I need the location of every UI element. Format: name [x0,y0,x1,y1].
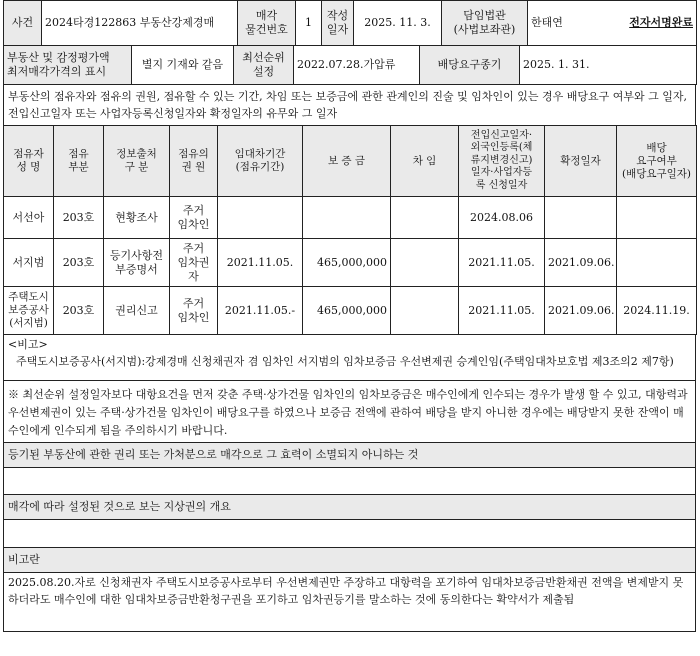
table-cell: 주거 임차권 자 [170,239,218,287]
rights-title: 등기된 부동산에 관한 권리 또는 가처분으로 매각으로 그 효력이 소멸되지 아니하는 것 [3,443,696,468]
created-label: 작성 일자 [322,1,354,46]
table-cell [545,197,617,239]
table-cell: 2024.08.06 [459,197,545,239]
item-no-label: 매각 물건번호 [238,1,296,46]
table-cell: 등기사항전 부증명서 [104,239,170,287]
table-cell: 권리신고 [104,287,170,335]
case-value: 2024타경122863 부동산강제경매 [42,1,238,46]
table-cell: 465,000,000 [303,239,391,287]
deadline-value: 2025. 1. 31. [520,46,697,85]
table-cell: 2021.09.06. [545,287,617,335]
table-row [4,239,697,287]
table-cell: 2021.09.06. [545,239,617,287]
col-header: 점유의 권 원 [170,126,218,197]
table-cell: 주거 임차인 [170,287,218,335]
table-row [4,287,697,335]
judge-name: 한태연 [531,16,563,29]
table-cell: 서선아 [4,197,54,239]
appraisal-value: 별지 기재와 같음 [132,46,234,85]
judge-label: 담임법관 (사법보좌관) [442,1,528,46]
deadline-label: 배당요구종기 [420,46,520,85]
priority-label: 최선순위 설정 [234,46,294,85]
table-cell: 203호 [54,239,104,287]
notes-title: 비고란 [3,548,696,573]
table-cell: 주택도시 보증공사 (서지범) [4,287,54,335]
rights-value [3,468,696,495]
case-label: 사건 [4,1,42,46]
remarks-section [3,335,696,381]
document [3,0,696,632]
col-header: 전입신고일자· 외국인등록(체 류지변경신고) 일자·사업자등 록 신청일자 [459,126,545,197]
appraisal-label: 부동산 및 감정평가액 최저매각가격의 표시 [4,46,132,85]
surface-rights-value [3,520,696,548]
col-header: 정보출처 구 분 [104,126,170,197]
item-no-value: 1 [296,1,322,46]
occupancy-header-row [4,126,697,197]
table-cell: 203호 [54,197,104,239]
col-header: 임대차기간 (점유기간) [218,126,303,197]
table-cell: 465,000,000 [303,287,391,335]
table-cell [617,197,697,239]
table-cell: 203호 [54,287,104,335]
col-header: 점유 부분 [54,126,104,197]
table-cell: 2024.11.19. [617,287,697,335]
col-header: 확정일자 [545,126,617,197]
col-header: 점유자 성 명 [4,126,54,197]
table-cell [391,239,459,287]
occupancy-description: 부동산의 점유자와 점유의 권원, 점유할 수 있는 기간, 차임 또는 보증금에 관한 관계인의 진술 및 임차인이 있는 경우 배당요구 여부와 그 일자, 전입신고일자 또는 사업자등록신청일자와 확정일자의 유무와 그 일자 [3,85,696,126]
table-cell: 현황조사 [104,197,170,239]
signature: 전자서명완료 [629,16,693,29]
table-cell [391,197,459,239]
header-table [3,0,697,46]
table-cell [617,239,697,287]
table-cell: 2021.11.05. [218,239,303,287]
table-row [4,197,697,239]
table-cell: 서지범 [4,239,54,287]
table-cell [303,197,391,239]
occupancy-table [3,125,697,335]
surface-rights-title: 매각에 따라 설정된 것으로 보는 지상권의 개요 [3,495,696,520]
table-cell: 2021.11.05. [459,287,545,335]
table-cell: 2021.11.05.- [218,287,303,335]
table-cell: 주거 임차인 [170,197,218,239]
created-value: 2025. 11. 3. [354,1,442,46]
remarks-text: 주택도시보증공사(서지범):강제경매 신청채권자 겸 임차인 서지범의 임차보증금 우선변제권 승계인임(주택임대차보호법 제3조의2 제7항) [16,355,674,368]
table-cell [391,287,459,335]
remarks-label: <비고> [8,338,48,351]
col-header: 배당 요구여부 (배당요구일자) [617,126,697,197]
col-header: 차 임 [391,126,459,197]
table-cell: 2021.11.05. [459,239,545,287]
info-table [3,45,697,85]
col-header: 보 증 금 [303,126,391,197]
notice-text: ※ 최선순위 설정일자보다 대항요건을 먼저 갖춘 주택·상가건물 임차인의 임차보증금은 매수인에게 인수되는 경우가 발생 할 수 있고, 대항력과 우선변제권이 있는 주택·상가건물 임차인이 배당요구를 하였으나 보증금 전액에 관하여 배당을 받지 아니한 경우에는 배당받지 못한 잔액이 매수인에게 인수되게 됨을 주의하시기 바랍니다. [3,381,696,443]
priority-value: 2022.07.28.가압류 [294,46,420,85]
table-cell [218,197,303,239]
notes-text: 2025.08.20.자로 신청채권자 주택도시보증공사로부터 우선변제권만 주장하고 대항력을 포기하여 임대차보증금반환채권 전액을 변제받지 못하더라도 매수인에 대한 임대차보증금반환청구권을 포기하고 임차권등기를 말소하는 것에 동의한다는 확약서가 제출됨 [3,573,696,632]
judge-cell [528,1,697,46]
